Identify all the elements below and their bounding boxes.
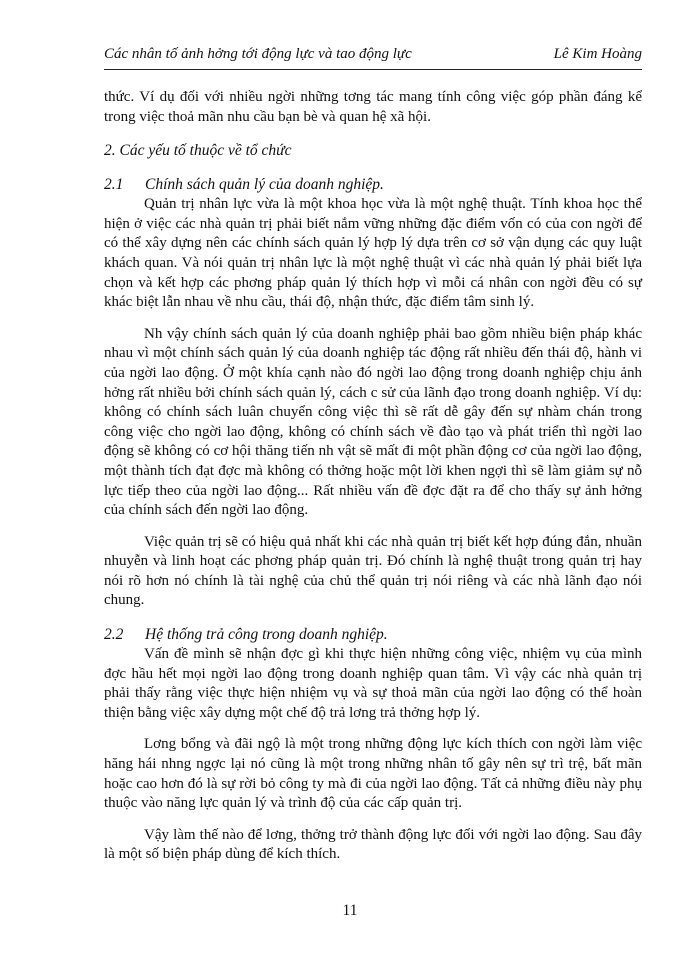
paragraph: Quản trị nhân lực vừa là một khoa học vừa là một nghệ thuật. Tính khoa học thể hiện ở việc các nhà quản trị phải biết nắm vững những đặc điểm vốn có của con ngời để có thể xây dựng nên các chính sách quản lý hợp lý dựa trên cơ sở vận dụng các quy luật khách quan. Và nói quản trị nhân lực là một nghệ thuật vì các nhà quản lý phải biết lựa chọn và kết hợp các phơng pháp quản lý thích hợp vì mỗi cá nhân con ngời đều có sự khác biệt lẫn nhau về nhu cầu, thái độ, nhận thức, đặc điểm tâm sinh lý.: [104, 196, 642, 311]
subsection-title: Hệ thống trả công trong doanh nghiệp.: [145, 626, 388, 644]
running-header: [104, 44, 642, 64]
header-rule: [104, 69, 642, 70]
subsection-heading-2-2: [104, 625, 642, 645]
section-heading: [104, 141, 642, 161]
intro-paragraph: thức. Ví dụ đối với nhiều ngời những tơng tác mang tính công việc góp phần đáng kể trong việc thoả mãn nhu cầu bạn bè và quan hệ xã hội.: [104, 89, 642, 125]
paragraph: Việc quản trị sẽ có hiệu quả nhất khi các nhà quản trị biết kết hợp đúng đắn, nhuần nhuyễn và linh hoạt các phơng pháp quản trị. Đó chính là nghệ thuật trong quản trị hay nói rõ hơn nó chính là tài nghệ của chủ thể quản trị nói riêng và các nhà lãnh đạo nói chung.: [104, 533, 642, 609]
section-title: Các yếu tố thuộc về tổ chức: [119, 142, 292, 160]
page-number: 11: [342, 902, 358, 919]
header-title: Các nhân tố ảnh hởng tới động lực và tao động lực: [104, 46, 412, 62]
page-content: [104, 88, 642, 865]
section-number: 2.: [104, 142, 116, 160]
paragraph: Vậy làm thế nào để lơng, thởng trở thành động lực đối với ngời lao động. Sau đây là một số biện pháp dùng để kích thích.: [104, 826, 642, 863]
subsection-number: 2.2: [104, 626, 124, 644]
subsection-title: Chính sách quản lý của doanh nghiệp.: [145, 176, 384, 194]
subsection-number: 2.1: [104, 176, 124, 194]
subsection-heading-2-1: [104, 175, 642, 195]
paragraph: Nh vậy chính sách quản lý của doanh nghiệp phải bao gồm nhiều biện pháp khác nhau vì một chính sách quản lý của doanh nghiệp tác động rất nhiều đến thái độ, hành vi của ngời lao động. Ở một khía cạnh nào đó ngời lao động trong doanh nghiệp chịu ảnh hởng rất nhiều bởi chính sách quản lý, cách c sử của lãnh đạo trong doanh nghiệp. Ví dụ: không có chính sách luân chuyển công việc thì sẽ rất dễ gây đến sự nhàm chán trong công việc cho ngời lao động, không có chính sách về đào tạo và phát triển thì ngời lao động sẽ không có cơ hội thăng tiến nh vật sẽ mất đi một phần động cơ của ngời lao động, một thành tích đạt đợc mà không có thởng hoặc một lời khen ngợi thì sẽ làm giảm sự nỗ lực tiếp theo của ngời lao động... Rất nhiều vấn đề đợc đặt ra để cho thấy sự ảnh hởng của chính sách đến ngời lao động.: [104, 325, 642, 519]
header-author: Lê Kim Hoàng: [553, 46, 642, 62]
paragraph: Vấn đề mình sẽ nhận đợc gì khi thực hiện những công việc, nhiệm vụ của mình đợc hầu hết mọi ngời lao động trong doanh nghiệp quan tâm. Vì vậy các nhà quản trị phải thấy rằng việc thực hiện nhiệm vụ và sự thoả mãn của ngời lao động có thể hoàn thiện bằng việc xây dựng một chế độ trả lơng trả thởng hợp lý.: [104, 646, 642, 721]
paragraph: Lơng bổng và đãi ngộ là một trong những động lực kích thích con ngời làm việc hăng hái nhng ngợc lại nó cũng là một trong những nhân tố gây nên sự trì trệ, bất mãn hoặc cao hơn đó là sự rời bỏ công ty mà đi của ngời lao động. Tất cả những điều này phụ thuộc vào năng lực quản lý và trình độ của các cấp quản trị.: [104, 736, 642, 812]
